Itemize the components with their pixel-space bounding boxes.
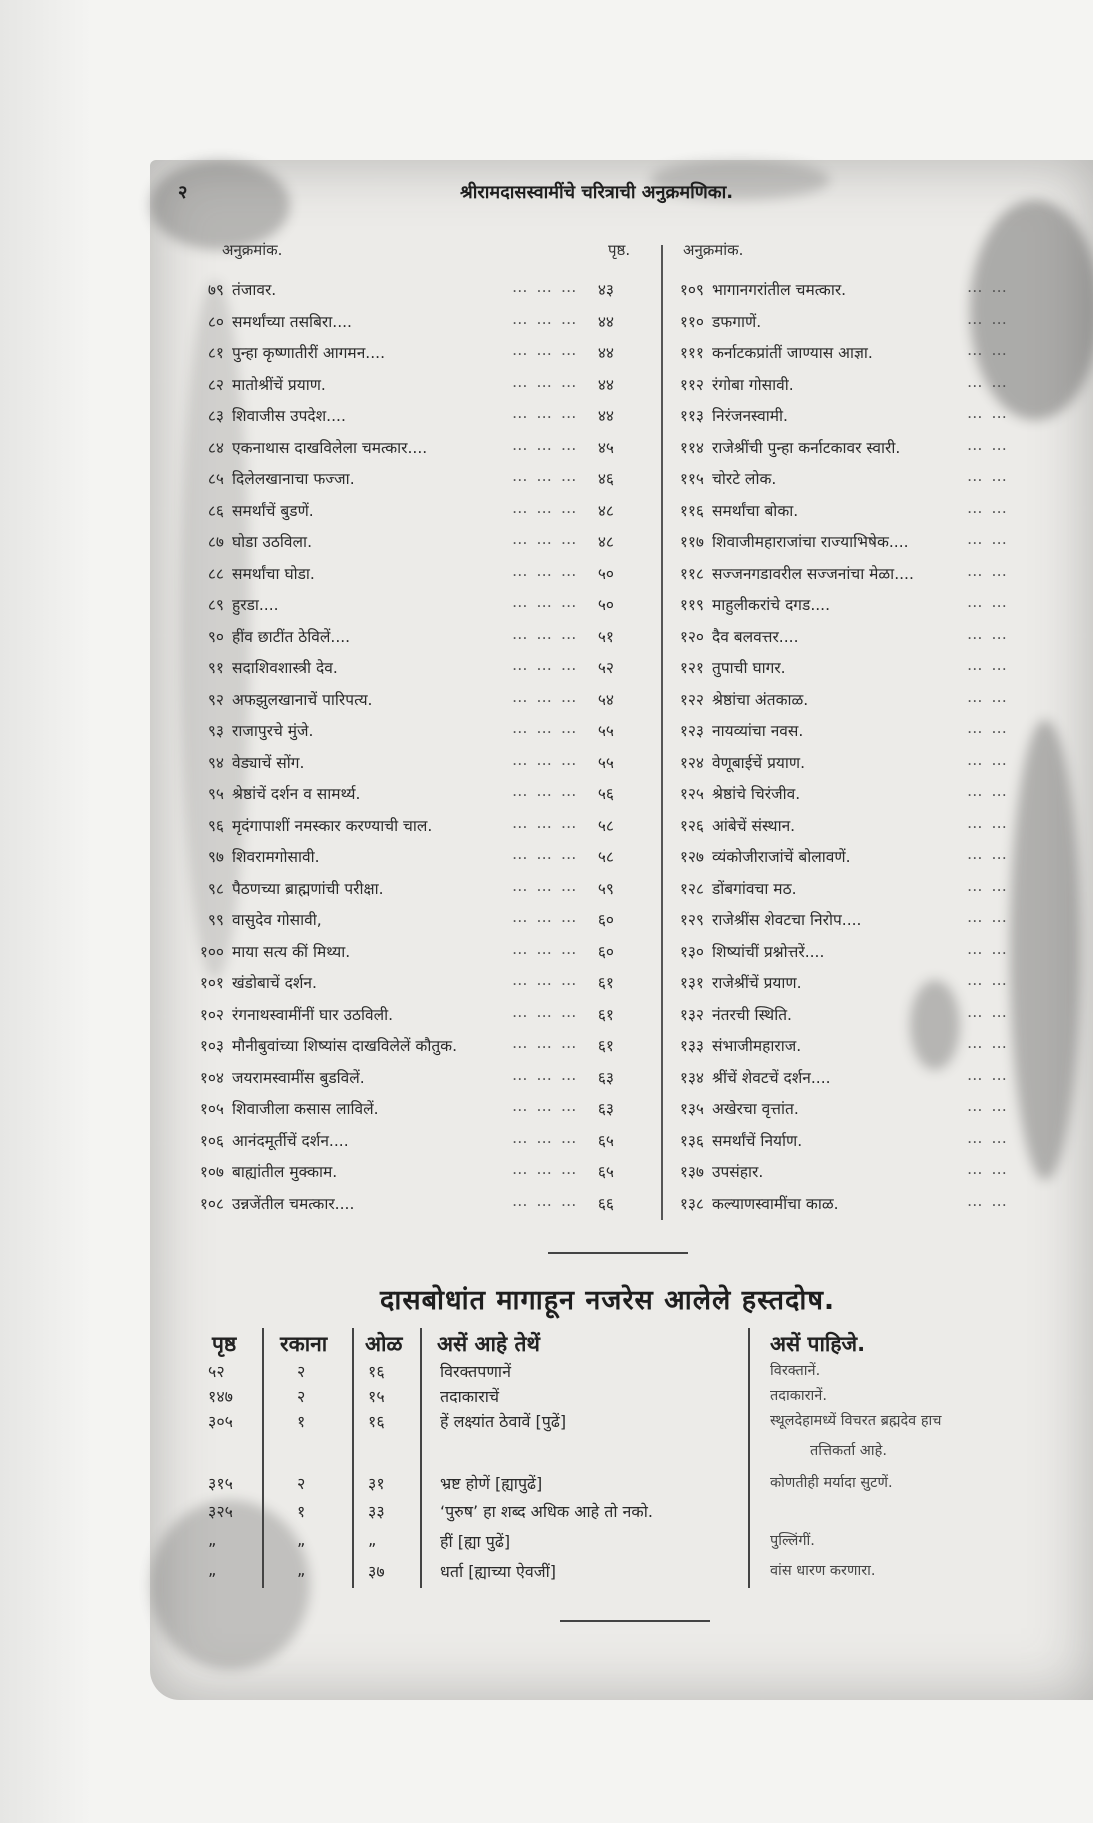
toc-entry-number: १३५ xyxy=(679,1100,704,1118)
toc-leader: … … … xyxy=(512,561,579,580)
toc-entry-page: ६० xyxy=(597,942,614,961)
toc-entry-number: ९८ xyxy=(207,879,224,898)
toc-leader: … … xyxy=(967,782,1009,800)
toc-entry-title: राजेश्रींचें प्रयाण. xyxy=(712,974,802,992)
toc-entry-title: पैठणच्या ब्राह्मणांची परीक्षा. xyxy=(232,879,384,898)
toc-leader: … … xyxy=(967,498,1009,517)
toc-entry-title: राजेश्रींस शेवटचा निरोप.... xyxy=(712,911,862,929)
errata-should: स्थूलदेहामध्यें विचरत ब्रह्मदेव हाच xyxy=(770,1413,942,1429)
toc-entry-title: सदाशिवशास्त्री देव. xyxy=(232,659,338,677)
toc-entry-title: बाह्यांतील मुक्काम. xyxy=(232,1163,338,1181)
toc-entry-page: ४४ xyxy=(597,375,614,394)
separator-rule xyxy=(548,1252,688,1254)
errata-line: ३७ xyxy=(368,1562,385,1581)
toc-leader: … … xyxy=(967,278,1009,296)
toc-entry-page: ५१ xyxy=(597,627,614,646)
errata-page: ३१५ xyxy=(208,1474,233,1493)
toc-entry-number: १०५ xyxy=(199,1100,224,1118)
toc-entry-page: ४८ xyxy=(597,533,614,551)
errata-is: तदाकाराचें xyxy=(440,1387,500,1406)
errata-head-page: पृष्ठ xyxy=(212,1332,237,1356)
toc-entry-number: ८९ xyxy=(207,596,224,614)
toc-entry-title: श्रींचें शेवटचें दर्शन.... xyxy=(712,1068,831,1087)
toc-entry-number: १०८ xyxy=(199,1194,224,1213)
toc-entry-page: ४६ xyxy=(597,470,614,488)
toc-leader: … … xyxy=(967,1128,1009,1147)
toc-entry-number: १०७ xyxy=(199,1163,224,1181)
toc-entry-title: व्यंकोजीराजांचें बोलावणें. xyxy=(712,848,851,866)
errata-section: „ xyxy=(297,1560,306,1579)
toc-leader: … … xyxy=(967,561,1009,580)
toc-entry-title: हींव छाटींत ठेविलें.... xyxy=(232,627,351,646)
toc-entry-page: ४८ xyxy=(597,501,614,520)
toc-leader: … … … xyxy=(512,467,579,485)
toc-leader: … … … xyxy=(512,687,579,706)
errata-head-line: ओळ xyxy=(365,1332,403,1356)
toc-entry-number: १०४ xyxy=(199,1068,224,1087)
toc-entry-number: १२२ xyxy=(679,690,704,709)
errata-should: विरक्तानें. xyxy=(770,1363,821,1379)
page-header xyxy=(160,172,960,212)
errata-is: भ्रष्ट होणें [ह्यापुढें] xyxy=(440,1474,543,1493)
toc-leader: … … … xyxy=(512,278,579,296)
toc-leader: … … xyxy=(967,813,1009,832)
toc-leader: … … … xyxy=(512,372,579,391)
toc-entry-number: ९० xyxy=(207,627,224,646)
toc-entry-page: ४४ xyxy=(597,312,614,331)
toc-entry-title: तुपाची घागर. xyxy=(712,659,786,677)
toc-entry-number: ७९ xyxy=(207,281,224,299)
toc-entry-title: मातोश्रींचें प्रयाण. xyxy=(232,375,326,394)
toc-entry-title: चोरटे लोक. xyxy=(712,470,777,488)
errata-is: धर्ता [ह्याच्या ऐवजीं] xyxy=(440,1562,557,1581)
errata-page: १४७ xyxy=(208,1387,233,1406)
toc-entry-number: ८४ xyxy=(207,438,224,457)
errata-should: कोणतीही मर्यादा सुटणें. xyxy=(770,1475,893,1491)
toc-entry-number: ११० xyxy=(679,312,704,331)
toc-entry-title: मौनीबुवांच्या शिष्यांस दाखविलेलें कौतुक. xyxy=(232,1037,458,1055)
toc-leader: … … xyxy=(967,687,1009,706)
errata-rule xyxy=(420,1328,422,1588)
toc-entry-number: १०३ xyxy=(199,1037,224,1055)
toc-leader: … … xyxy=(967,1034,1009,1052)
toc-entry-title: राजेश्रींची पुन्हा कर्नाटकावर स्वारी. xyxy=(712,438,901,457)
toc-col-head-left: अनुक्रमांक. xyxy=(222,241,283,259)
toc-entry-title: एकनाथास दाखविलेला चमत्कार.... xyxy=(232,438,428,457)
toc-entry-title: खंडोबाचें दर्शन. xyxy=(232,974,317,992)
toc-leader: … … xyxy=(967,845,1009,863)
errata-rule xyxy=(748,1328,750,1588)
toc-leader: … … … xyxy=(512,656,579,674)
toc-col-head-right: अनुक्रमांक. xyxy=(683,241,744,259)
toc-entry-title: आंबेचें संस्थान. xyxy=(712,816,796,835)
toc-entry-page: ५९ xyxy=(597,879,614,898)
toc-entry-number: ८० xyxy=(207,312,224,331)
errata-should: वांस धारण करणारा. xyxy=(770,1563,876,1579)
errata-head-should: असें पाहिजे. xyxy=(770,1332,866,1356)
toc-leader: … … xyxy=(967,939,1009,958)
toc-leader: … … xyxy=(967,530,1009,548)
errata-is: ‘पुरुष’ हा शब्द अधिक आहे तो नको. xyxy=(440,1502,653,1521)
toc-entry-title: भागानगरांतील चमत्कार. xyxy=(712,281,847,299)
toc-entry-number: ११९ xyxy=(679,596,704,614)
scan-margin xyxy=(0,0,92,1823)
toc-leader: … … xyxy=(967,1160,1009,1178)
toc-entry-number: १२९ xyxy=(679,911,704,929)
toc-leader: … … xyxy=(967,971,1009,989)
page-number: २ xyxy=(178,182,188,203)
toc-leader: … … … xyxy=(512,813,579,832)
toc-entry-page: ६० xyxy=(597,911,614,929)
toc-entry-number: ९१ xyxy=(207,659,224,677)
toc-entry-number: १०१ xyxy=(199,974,224,992)
toc-entry-title: घोडा उठविला. xyxy=(232,533,312,551)
errata-should: तदाकारानें. xyxy=(770,1388,827,1404)
toc-leader: … … … xyxy=(512,498,579,517)
toc-entry-title: डोंबगांवचा मठ. xyxy=(712,879,797,898)
toc-leader: … … … xyxy=(512,593,579,611)
toc-entry-title: समर्थांचें निर्याण. xyxy=(712,1131,803,1150)
toc-entry-number: ११६ xyxy=(679,501,704,520)
toc-entry-number: ११३ xyxy=(679,407,704,425)
toc-entry-page: ६३ xyxy=(597,1100,614,1118)
toc-entry-title: समर्थांचा घोडा. xyxy=(232,564,315,583)
errata-is: विरक्तपणानें xyxy=(440,1362,511,1381)
toc-entry-page: ४४ xyxy=(597,407,614,425)
toc-entry-title: पुन्हा कृष्णातीरीं आगमन.... xyxy=(232,344,386,362)
toc-leader: … … … xyxy=(512,782,579,800)
toc-leader: … … … xyxy=(512,404,579,422)
toc-entry-number: ११७ xyxy=(679,533,704,551)
toc-entry-title: शिवाजीस उपदेश.... xyxy=(232,407,346,425)
errata-line: १६ xyxy=(368,1412,385,1431)
toc-entry-title: जयरामस्वामींस बुडविलें. xyxy=(232,1068,365,1087)
toc-entry-number: ९४ xyxy=(207,753,224,772)
toc-entry-number: १०९ xyxy=(679,281,704,299)
toc-leader: … … … xyxy=(512,971,579,989)
toc-entry-title: संभाजीमहाराज. xyxy=(712,1037,802,1055)
toc-entry-title: कल्याणस्वामींचा काळ. xyxy=(712,1194,839,1213)
toc-entry-number: ९७ xyxy=(207,848,224,866)
toc-entry-title: हुरडा.... xyxy=(232,596,279,614)
toc-entry-number: ९२ xyxy=(207,690,224,709)
toc-entry-title: दिलेलखानाचा फज्जा. xyxy=(232,470,355,488)
toc-entry-number: ८७ xyxy=(207,533,224,551)
toc-leader: … … … xyxy=(512,1191,579,1210)
toc-leader: … … … xyxy=(512,750,579,769)
toc-entry-title: तंजावर. xyxy=(232,281,277,299)
errata-line: ३१ xyxy=(368,1474,385,1493)
toc-leader: … … xyxy=(967,309,1009,328)
column-divider xyxy=(661,245,663,1220)
toc-leader: … … xyxy=(967,908,1009,926)
toc-leader: … … xyxy=(967,404,1009,422)
separator-rule xyxy=(560,1620,710,1622)
toc-entry-title: डफगाणें. xyxy=(712,312,762,331)
toc-entry-title: श्रेष्ठांचा अंतकाळ. xyxy=(712,690,809,709)
toc-entry-page: ६३ xyxy=(597,1068,614,1087)
toc-entry-page: ५८ xyxy=(597,816,614,835)
toc-leader: … … xyxy=(967,719,1009,737)
toc-entry-number: १२० xyxy=(679,627,704,646)
toc-entry-title: उन्नजेंतील चमत्कार.... xyxy=(232,1194,355,1213)
toc-entry-number: ११४ xyxy=(679,438,704,457)
toc-entry-title: शिवाजीला कसास लाविलें. xyxy=(232,1100,379,1118)
toc-entry-title: समर्थांचा बोका. xyxy=(712,501,799,520)
errata-line: १५ xyxy=(368,1387,385,1406)
toc-entry-title: निरंजनस्वामी. xyxy=(712,407,788,425)
errata-line: „ xyxy=(368,1530,377,1549)
toc-entry-title: वेणूबाईचें प्रयाण. xyxy=(712,753,806,772)
toc-leader: … … xyxy=(967,467,1009,485)
toc-entry-page: ६१ xyxy=(597,974,614,992)
toc-entry-number: ११८ xyxy=(679,564,704,583)
errata-section: १ xyxy=(297,1502,306,1521)
toc-leader: … … … xyxy=(512,908,579,926)
toc-entry-number: ११५ xyxy=(679,470,704,488)
toc-entry-title: माया सत्य कीं मिथ्या. xyxy=(232,942,351,961)
toc-entry-number: ८६ xyxy=(207,501,224,520)
toc-entry-title: सज्जनगडावरील सज्जनांचा मेळा.... xyxy=(712,564,914,583)
errata-page: ३२५ xyxy=(208,1502,233,1521)
toc-entry-title: रंगोबा गोसावी. xyxy=(712,375,794,394)
toc-leader: … … … xyxy=(512,341,579,359)
errata-line: ३३ xyxy=(368,1502,385,1521)
toc-col-head-page: पृष्ठ. xyxy=(608,241,631,259)
errata-section: २ xyxy=(297,1387,306,1406)
errata-is: हें लक्ष्यांत ठेवावें [पुढें] xyxy=(440,1412,567,1431)
toc-entry-title: अफझुलखानाचें पारिपत्य. xyxy=(232,690,373,709)
toc-leader: … … xyxy=(967,372,1009,391)
toc-entry-title: समर्थांच्या तसबिरा.... xyxy=(232,312,352,331)
toc-entry-title: शिवाजीमहाराजांचा राज्याभिषेक.... xyxy=(712,533,909,551)
toc-entry-title: अखेरचा वृत्तांत. xyxy=(712,1100,799,1118)
errata-rule xyxy=(352,1328,354,1588)
toc-leader: … … xyxy=(967,1002,1009,1021)
toc-entry-page: ५२ xyxy=(597,659,614,677)
errata-title: दासबोधांत मागाहून नजरेस आलेले हस्तदोष. xyxy=(380,1285,836,1316)
toc-entry-number: १२३ xyxy=(679,722,704,740)
toc-leader: … … xyxy=(967,1065,1009,1084)
toc-entry-number: १२६ xyxy=(679,816,704,835)
toc-entry-page: ६१ xyxy=(597,1037,614,1055)
errata-page: „ xyxy=(208,1530,217,1549)
toc-leader: … … xyxy=(967,1191,1009,1210)
errata-section: २ xyxy=(297,1362,306,1381)
toc-entry-number: १३८ xyxy=(679,1194,704,1213)
toc-entry-number: १२८ xyxy=(679,879,704,898)
toc-leader: … … xyxy=(967,624,1009,643)
toc-entry-number: ८३ xyxy=(207,407,224,425)
toc-entry-number: ९६ xyxy=(207,816,224,835)
toc-leader: … … … xyxy=(512,530,579,548)
toc-entry-number: १०२ xyxy=(199,1005,224,1024)
toc-entry-title: शिष्यांचीं प्रश्नोत्तरें.... xyxy=(712,942,825,961)
toc-entry-number: १११ xyxy=(679,344,704,362)
toc-leader: … … … xyxy=(512,1002,579,1021)
toc-entry-page: ६५ xyxy=(597,1131,614,1150)
toc-entry-number: १२७ xyxy=(679,848,704,866)
toc-leader: … … … xyxy=(512,1128,579,1147)
toc-entry-title: आनंदमूर्तीचें दर्शन.... xyxy=(232,1131,349,1150)
toc-entry-number: १३२ xyxy=(679,1005,704,1024)
toc-leader: … … … xyxy=(512,876,579,895)
toc-entry-title: कर्नाटकप्रांतीं जाण्यास आज्ञा. xyxy=(712,344,873,362)
toc-entry-title: वासुदेव गोसावी, xyxy=(232,911,322,929)
toc-entry-page: ५४ xyxy=(597,690,614,709)
errata-is: हीं [ह्या पुढें] xyxy=(440,1532,511,1551)
toc-leader: … … xyxy=(967,1097,1009,1115)
toc-leader: … … … xyxy=(512,309,579,328)
toc-leader: … … … xyxy=(512,719,579,737)
toc-entry-number: १३३ xyxy=(679,1037,704,1055)
toc-leader: … … … xyxy=(512,939,579,958)
toc-entry-number: ८८ xyxy=(207,564,224,583)
toc-leader: … … xyxy=(967,341,1009,359)
toc-entry-number: ९३ xyxy=(207,722,224,740)
errata-head-section: रकाना xyxy=(280,1332,328,1356)
errata-should: पुल्लिंगीं. xyxy=(770,1533,815,1549)
toc-entry-page: ५५ xyxy=(597,753,614,772)
toc-entry-title: श्रेष्ठांचे चिरंजीव. xyxy=(712,785,801,803)
toc-entry-title: मृदंगापाशीं नमस्कार करण्याची चाल. xyxy=(232,816,433,835)
toc-entry-number: १२१ xyxy=(679,659,704,677)
errata-page: ५२ xyxy=(208,1362,225,1381)
toc-leader: … … xyxy=(967,876,1009,895)
toc-entry-page: ५५ xyxy=(597,722,614,740)
toc-entry-number: १२५ xyxy=(679,785,704,803)
toc-entry-title: दैव बलवत्तर.... xyxy=(712,627,799,646)
toc-entry-title: नायव्यांचा नवस. xyxy=(712,722,804,740)
toc-entry-page: ५० xyxy=(597,596,614,614)
toc-entry-number: १०६ xyxy=(199,1131,224,1150)
errata-line: १६ xyxy=(368,1362,385,1381)
toc-entry-number: ९५ xyxy=(207,785,224,803)
toc-entry-number: १३७ xyxy=(679,1163,704,1181)
errata-page: ३०५ xyxy=(208,1412,233,1431)
toc-leader: … … xyxy=(967,656,1009,674)
toc-leader: … … … xyxy=(512,1097,579,1115)
toc-entry-number: ८२ xyxy=(207,375,224,394)
toc-leader: … … … xyxy=(512,1034,579,1052)
errata-page: „ xyxy=(208,1560,217,1579)
toc-entry-number: ९९ xyxy=(207,911,224,929)
toc-entry-title: शिवरामगोसावी. xyxy=(232,848,320,866)
toc-entry-number: १२४ xyxy=(679,753,704,772)
toc-entry-number: १३१ xyxy=(679,974,704,992)
toc-entry-page: ५६ xyxy=(597,785,614,803)
toc-leader: … … … xyxy=(512,624,579,643)
toc-entry-title: रंगनाथस्वामींनीं घार उठविली. xyxy=(232,1005,394,1024)
toc-leader: … … … xyxy=(512,1065,579,1084)
toc-entry-page: ४५ xyxy=(597,438,614,457)
toc-entry-page: ६६ xyxy=(597,1194,614,1213)
errata-should: तत्तिकर्ता आहे. xyxy=(810,1443,887,1459)
toc-entry-title: माहुलीकरांचे दगड.... xyxy=(712,596,831,614)
toc-leader: … … … xyxy=(512,435,579,454)
errata-section: २ xyxy=(297,1474,306,1493)
toc-leader: … … xyxy=(967,593,1009,611)
toc-entry-page: ५० xyxy=(597,564,614,583)
toc-entry-page: ४४ xyxy=(597,344,614,362)
toc-entry-title: राजापुरचे मुंजे. xyxy=(232,722,314,740)
toc-entry-number: ८५ xyxy=(207,470,224,488)
toc-entry-number: १०० xyxy=(199,942,224,961)
errata-section: १ xyxy=(297,1412,306,1431)
toc-entry-title: वेड्याचें सोंग. xyxy=(232,753,305,772)
toc-leader: … … xyxy=(967,435,1009,454)
toc-entry-title: श्रेष्ठांचें दर्शन व सामर्थ्य. xyxy=(232,785,361,803)
toc-entry-number: १३० xyxy=(679,942,704,961)
toc-leader: … … … xyxy=(512,845,579,863)
toc-entry-page: ५८ xyxy=(597,848,614,866)
toc-entry-number: ८१ xyxy=(207,344,224,362)
toc-entry-page: ६१ xyxy=(597,1005,614,1024)
page-title: श्रीरामदासस्वामींचे चरित्राची अनुक्रमणिका. xyxy=(460,182,734,203)
toc-entry-number: ११२ xyxy=(679,375,704,394)
toc-entry-number: १३४ xyxy=(679,1068,704,1087)
errata-head-is: असें आहे तेथें xyxy=(437,1332,540,1356)
toc-leader: … … … xyxy=(512,1160,579,1178)
toc-entry-title: समर्थांचें बुडणें. xyxy=(232,501,314,520)
toc-entry-page: ६५ xyxy=(597,1163,614,1181)
errata-rule xyxy=(262,1328,264,1588)
toc-entry-page: ४३ xyxy=(597,281,614,299)
toc-leader: … … xyxy=(967,750,1009,769)
errata-section: „ xyxy=(297,1530,306,1549)
toc-entry-number: १३६ xyxy=(679,1131,704,1150)
toc-entry-title: उपसंहार. xyxy=(712,1163,764,1181)
toc-entry-title: नंतरची स्थिति. xyxy=(712,1005,792,1024)
